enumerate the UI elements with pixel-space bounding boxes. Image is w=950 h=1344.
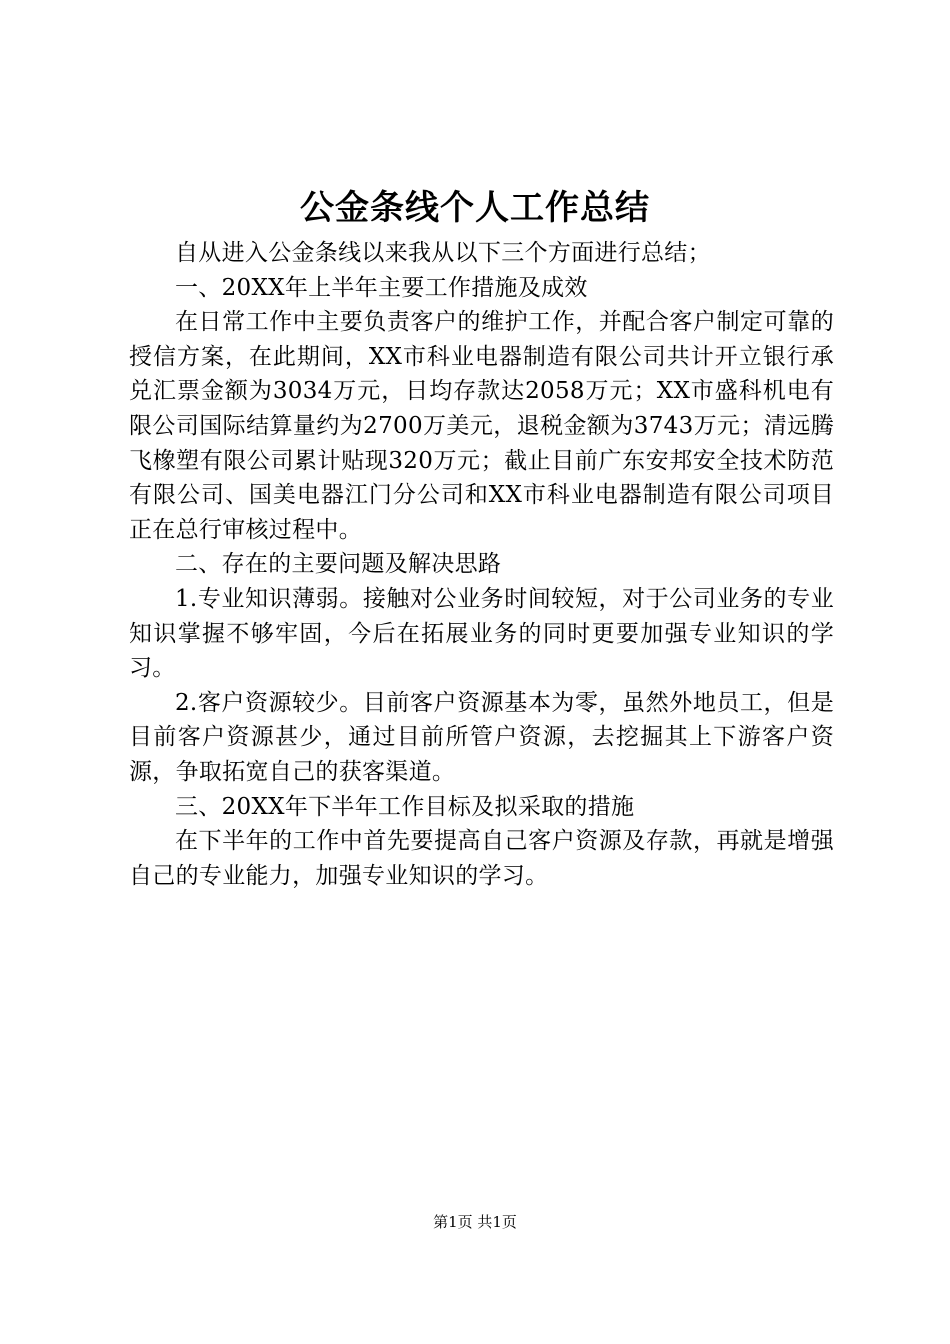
section-1-paragraph: 在日常工作中主要负责客户的维护工作，并配合客户制定可靠的授信方案，在此期间，XX市科业电器制造有限公司共计开立银行承兑汇票金额为3034万元，日均存款达2058万元；XX市盛科机电有限公司国际结算量约为2700万美元，退税金额为3743万元；清远腾飞橡塑有限公司累计贴现320万元；截止目前广东安邦安全技术防范有限公司、国美电器江门分公司和XX市科业电器制造有限公司项目正在总行审核过程中。 — [129, 309, 834, 543]
document-title: 公金条线个人工作总结 — [300, 188, 650, 228]
section-heading-2: 二、存在的主要问题及解决思路 — [175, 551, 502, 578]
section-heading-1: 一、20XX年上半年主要工作措施及成效 — [175, 274, 588, 301]
document-body — [129, 208, 834, 893]
page-footer: 第1页 共1页 — [433, 1213, 517, 1231]
problem-1-paragraph: 1.专业知识薄弱。接触对公业务时间较短，对于公司业务的专业知识掌握不够牢固，今后在拓展业务的同时更要加强专业知识的学习。 — [129, 585, 834, 682]
problem-2-paragraph: 2.客户资源较少。目前客户资源基本为零，虽然外地员工，但是目前客户资源甚少，通过目前所管户资源，去挖掘其上下游客户资源，争取拓宽自己的获客渠道。 — [129, 689, 834, 785]
section-3-paragraph: 在下半年的工作中首先要提高自己客户资源及存款，再就是增强自己的专业能力，加强专业知识的学习。 — [129, 828, 834, 889]
section-heading-3: 三、20XX年下半年工作目标及拟采取的措施 — [175, 793, 635, 820]
intro-paragraph: 自从进入公金条线以来我从以下三个方面进行总结； — [175, 240, 711, 266]
